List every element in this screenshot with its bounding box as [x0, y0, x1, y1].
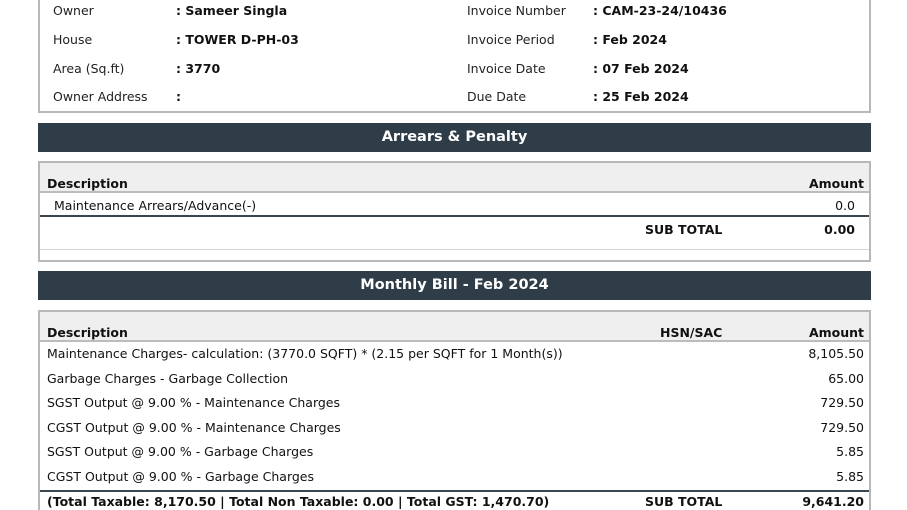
area-value: : 3770 — [176, 61, 221, 76]
bill-col-description: Description — [47, 325, 128, 340]
bill-row-amount: 729.50 — [820, 395, 864, 410]
arrears-col-description: Description — [47, 176, 128, 191]
invoice-date-value: : 07 Feb 2024 — [593, 61, 689, 76]
bill-row-description: CGST Output @ 9.00 % - Garbage Charges — [47, 469, 315, 484]
owner-label: Owner — [53, 3, 94, 18]
bill-row-description: SGST Output @ 9.00 % - Maintenance Charges — [47, 395, 341, 410]
bill-row-description: CGST Output @ 9.00 % - Maintenance Charges — [47, 420, 341, 435]
due-date-label: Due Date — [467, 89, 527, 104]
table-row — [40, 369, 869, 393]
table-row — [40, 344, 869, 368]
invoice-period-label: Invoice Period — [467, 32, 555, 47]
invoice-date-label: Invoice Date — [467, 61, 546, 76]
table-row — [40, 467, 869, 491]
bill-row-amount: 5.85 — [836, 469, 864, 484]
monthly-bill-section-title: Monthly Bill - Feb 2024 — [38, 271, 871, 300]
bill-row-description: Maintenance Charges- calculation: (3770.0 SQFT) * (2.15 per SQFT for 1 Month(s)) — [47, 346, 563, 361]
arrears-table — [38, 161, 871, 262]
bill-row-amount: 729.50 — [820, 420, 864, 435]
bill-subtotal-label: SUB TOTAL — [645, 494, 723, 509]
owner-address-value: : — [176, 89, 181, 104]
arrears-subtotal-value: 0.00 — [824, 222, 855, 237]
arrears-col-amount: Amount — [808, 176, 864, 191]
bill-totals-summary: (Total Taxable: 8,170.50 | Total Non Taxable: 0.00 | Total GST: 1,470.70) — [47, 494, 550, 509]
house-value: : TOWER D-PH-03 — [176, 32, 299, 47]
arrears-row-amount: 0.0 — [835, 198, 855, 213]
monthly-bill-table-header — [40, 312, 869, 342]
owner-value: : Sameer Singla — [176, 3, 288, 18]
area-label: Area (Sq.ft) — [53, 61, 125, 76]
due-date-value: : 25 Feb 2024 — [593, 89, 689, 104]
arrears-section-title: Arrears & Penalty — [38, 123, 871, 152]
bill-row-description: SGST Output @ 9.00 % - Garbage Charges — [47, 444, 314, 459]
bill-row-amount: 8,105.50 — [808, 346, 864, 361]
arrears-row-description: Maintenance Arrears/Advance(-) — [54, 198, 257, 213]
arrears-subtotal-label: SUB TOTAL — [645, 222, 723, 237]
table-row — [40, 393, 869, 417]
invoice-period-value: : Feb 2024 — [593, 32, 667, 47]
arrears-divider — [40, 249, 869, 250]
invoice-number-label: Invoice Number — [467, 3, 566, 18]
bill-col-amount: Amount — [808, 325, 864, 340]
bill-row-amount: 5.85 — [836, 444, 864, 459]
table-row — [40, 418, 869, 442]
invoice-number-value: : CAM-23-24/10436 — [593, 3, 727, 18]
bill-subtotal-row — [40, 492, 869, 510]
house-label: House — [53, 32, 93, 47]
bill-row-description: Garbage Charges - Garbage Collection — [47, 371, 289, 386]
arrears-table-header — [40, 163, 869, 193]
monthly-bill-table — [38, 310, 871, 510]
table-row — [40, 442, 869, 466]
owner-address-label: Owner Address — [53, 89, 148, 104]
table-row — [40, 193, 869, 217]
owner-info-box — [38, 0, 871, 113]
bill-subtotal-value: 9,641.20 — [802, 494, 864, 509]
bill-col-hsn: HSN/SAC — [660, 325, 723, 340]
bill-row-amount: 65.00 — [828, 371, 864, 386]
